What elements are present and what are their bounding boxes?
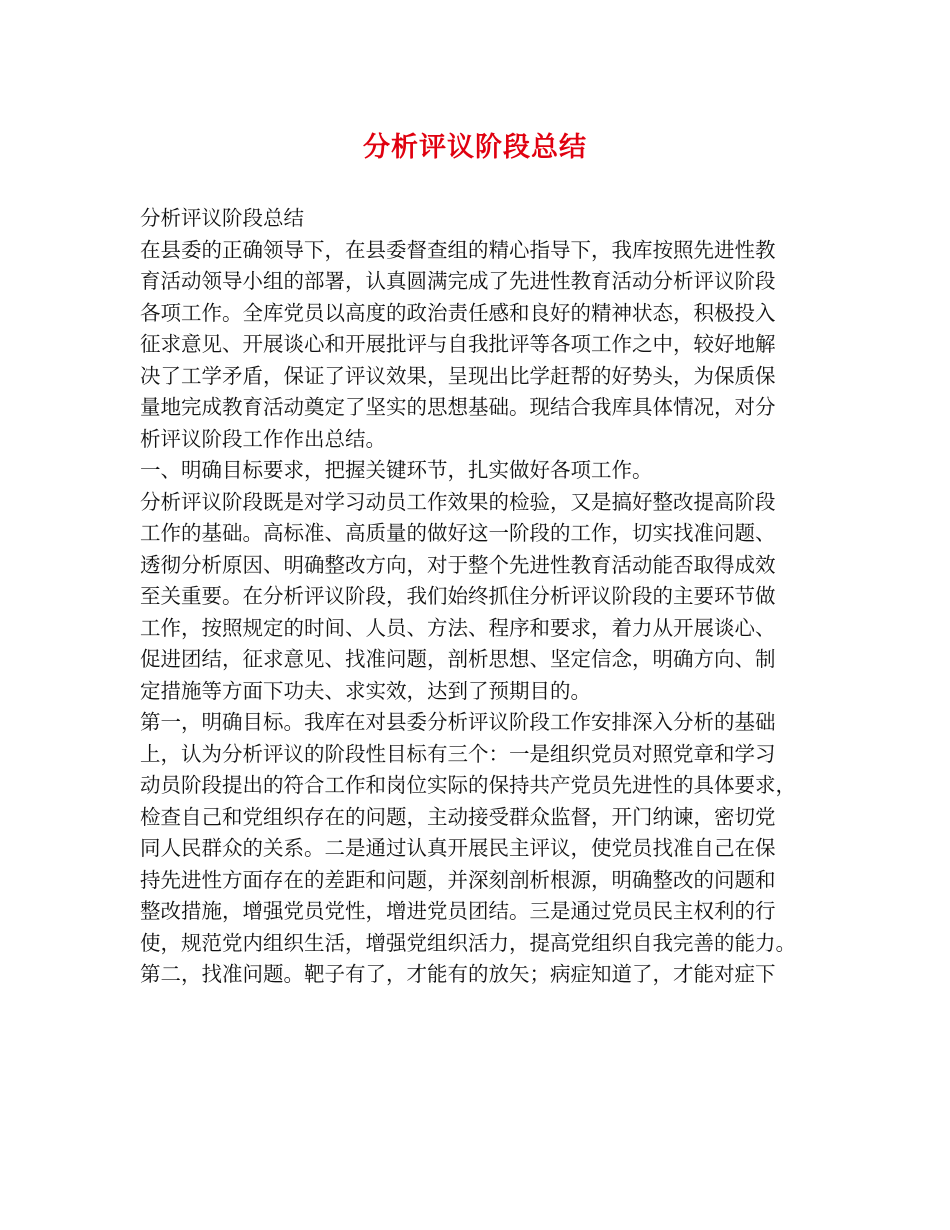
body-line: 量地完成教育活动奠定了坚实的思想基础。现结合我库具体情况，对分 [140, 395, 776, 419]
body-line: 至关重要。在分析评议阶段，我们始终抓住分析评议阶段的主要环节做 [140, 584, 776, 608]
body-line: 一、明确目标要求，把握关键环节，扎实做好各项工作。 [140, 458, 653, 482]
body-line: 分析评议阶段总结 [140, 206, 304, 230]
body-line: 使，规范党内组织生活，增强党组织活力，提高党组织自我完善的能力。 [140, 930, 796, 955]
body-line: 分析评议阶段既是对学习动员工作效果的检验，又是搞好整改提高阶段 [140, 489, 776, 514]
body-line: 工作，按照规定的时间、人员、方法、程序和要求，着力从开展谈心、 [140, 615, 776, 640]
body-line: 征求意见、开展谈心和开展批评与自我批评等各项工作之中，较好地解 [140, 332, 776, 356]
body-line: 第一，明确目标。我库在对县委分析评议阶段工作安排深入分析的基础 [140, 710, 776, 734]
body-line: 在县委的正确领导下，在县委督查组的精心指导下，我库按照先进性教 [140, 237, 776, 262]
body-line: 整改措施，增强党员党性，增进党员团结。三是通过党员民主权利的行 [140, 899, 776, 923]
body-line: 持先进性方面存在的差距和问题，并深刻剖析根源，明确整改的问题和 [140, 867, 776, 892]
body-line: 动员阶段提出的符合工作和岗位实际的保持共产党员先进性的具体要求， [140, 773, 796, 797]
body-line: 工作的基础。高标准、高质量的做好这一阶段的工作，切实找准问题、 [140, 521, 776, 545]
document-body [140, 203, 830, 991]
body-line: 检查自己和党组织存在的问题，主动接受群众监督，开门纳谏，密切党 [140, 804, 776, 829]
body-line: 定措施等方面下功夫、求实效，达到了预期目的。 [140, 678, 591, 703]
body-line: 第二，找准问题。靶子有了，才能有的放矢；病症知道了，才能对症下 [140, 962, 776, 986]
body-line: 析评议阶段工作作出总结。 [140, 426, 386, 451]
body-line: 决了工学矛盾，保证了评议效果，呈现出比学赶帮的好势头，为保质保 [140, 363, 776, 388]
body-line: 上，认为分析评议的阶段性目标有三个：一是组织党员对照党章和学习 [140, 741, 776, 766]
document-title: 分析评议阶段总结 [363, 132, 587, 163]
body-line: 促进团结，征求意见、找准问题，剖析思想、坚定信念，明确方向、制 [140, 647, 776, 671]
body-line: 各项工作。全库党员以高度的政治责任感和良好的精神状态，积极投入 [140, 300, 776, 325]
body-line: 同人民群众的关系。二是通过认真开展民主评议，使党员找准自己在保 [140, 836, 776, 860]
body-line: 育活动领导小组的部署，认真圆满完成了先进性教育活动分析评议阶段 [140, 269, 776, 293]
body-line: 透彻分析原因、明确整改方向，对于整个先进性教育活动能否取得成效 [140, 552, 776, 577]
